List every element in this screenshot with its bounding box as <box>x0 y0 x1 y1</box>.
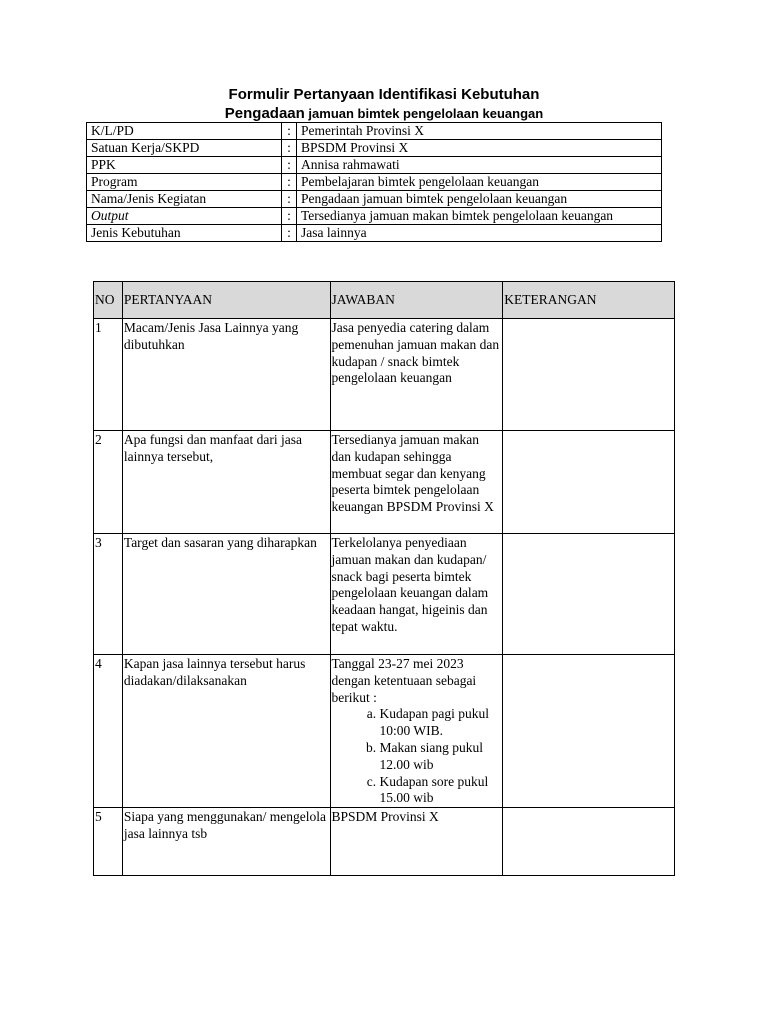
row-jawaban: Jasa penyedia catering dalam pemenuhan jamuan makan dan kudapan / snack bimtek pengelolaan keuangan <box>330 319 503 431</box>
info-label: Nama/Jenis Kegiatan <box>87 191 282 208</box>
info-row <box>87 123 662 140</box>
info-sep: : <box>282 208 297 225</box>
table-row <box>94 534 675 655</box>
info-value: Jasa lainnya <box>297 225 662 242</box>
list-item: c. Kudapan sore pukul 15.00 wib <box>380 774 502 808</box>
row-keterangan <box>503 534 675 655</box>
header-jawaban: JAWABAN <box>330 282 503 319</box>
table-row <box>94 655 675 808</box>
row-keterangan <box>503 808 675 876</box>
info-row <box>87 225 662 242</box>
row-keterangan <box>503 431 675 534</box>
header-pertanyaan: PERTANYAAN <box>122 282 330 319</box>
row-jawaban: Tersedianya jamuan makan dan kudapan sehingga membuat segar dan kenyang peserta bimtek pengelolaan keuangan BPSDM Provinsi X <box>330 431 503 534</box>
row-pertanyaan <box>122 655 330 808</box>
form-title: Formulir Pertanyaan Identifikasi Kebutuhan <box>228 86 540 103</box>
subtitle-lead: Pengadaan <box>224 105 305 122</box>
info-value: Pengadaan jamuan bimtek pengelolaan keuangan <box>297 191 662 208</box>
table-row <box>94 319 675 431</box>
info-label: Jenis Kebutuhan <box>87 225 282 242</box>
row-keterangan <box>503 319 675 431</box>
row-no: 2 <box>94 431 123 534</box>
row-jawaban <box>330 655 503 808</box>
info-value: Pembelajaran bimtek pengelolaan keuangan <box>297 174 662 191</box>
row-jawaban: Terkelolanya penyediaan jamuan makan dan kudapan/ snack bagi peserta bimtek pengelolaan keuangan dalam keadaan hangat, higeinis dan tepat waktu. <box>330 534 503 655</box>
info-row <box>87 140 662 157</box>
header-keterangan: KETERANGAN <box>503 282 675 319</box>
subtitle-rest: jamuan bimtek pengelolaan keuangan <box>304 106 544 121</box>
info-sep: : <box>282 174 297 191</box>
table-row <box>94 431 675 534</box>
row-pertanyaan: Siapa yang menggunakan/ mengelola jasa lainnya tsb <box>122 808 330 876</box>
info-label: Program <box>87 174 282 191</box>
pertanyaan-line: Kapan jasa lainnya tersebut harus <box>123 656 306 671</box>
info-label: Satuan Kerja/SKPD <box>87 140 282 157</box>
question-table <box>93 281 675 876</box>
row-pertanyaan: Apa fungsi dan manfaat dari jasa lainnya tersebut, <box>122 431 330 534</box>
info-value: BPSDM Provinsi X <box>297 140 662 157</box>
info-row <box>87 174 662 191</box>
row-no: 3 <box>94 534 123 655</box>
info-row <box>87 208 662 225</box>
info-row <box>87 157 662 174</box>
info-label: PPK <box>87 157 282 174</box>
info-value: Pemerintah Provinsi X <box>297 123 662 140</box>
info-sep: : <box>282 225 297 242</box>
schedule-list <box>332 706 502 807</box>
info-label: K/L/PD <box>87 123 282 140</box>
header-row <box>94 282 675 319</box>
info-sep: : <box>282 140 297 157</box>
info-row <box>87 191 662 208</box>
row-no: 1 <box>94 319 123 431</box>
table-row <box>94 808 675 876</box>
info-sep: : <box>282 157 297 174</box>
info-sep: : <box>282 191 297 208</box>
row-pertanyaan: Macam/Jenis Jasa Lainnya yang dibutuhkan <box>122 319 330 431</box>
row-no: 5 <box>94 808 123 876</box>
header-no: NO <box>94 282 123 319</box>
form-subtitle <box>0 105 768 122</box>
list-item: a. Kudapan pagi pukul 10:00 WIB. <box>380 706 502 740</box>
info-sep: : <box>282 123 297 140</box>
row-pertanyaan: Target dan sasaran yang diharapkan <box>122 534 330 655</box>
row-no: 4 <box>94 655 123 808</box>
pertanyaan-line: diadakan/dilaksanakan <box>123 672 247 688</box>
info-label: Output <box>87 208 282 225</box>
row-jawaban: BPSDM Provinsi X <box>330 808 503 876</box>
info-value: Annisa rahmawati <box>297 157 662 174</box>
jawaban-intro: Tanggal 23-27 mei 2023 dengan ketentuaan sebagai berikut : <box>331 656 477 705</box>
info-table <box>86 122 662 242</box>
info-value: Tersedianya jamuan makan bimtek pengelolaan keuangan <box>297 208 662 225</box>
list-item: b. Makan siang pukul 12.00 wib <box>380 740 502 774</box>
row-keterangan <box>503 655 675 808</box>
